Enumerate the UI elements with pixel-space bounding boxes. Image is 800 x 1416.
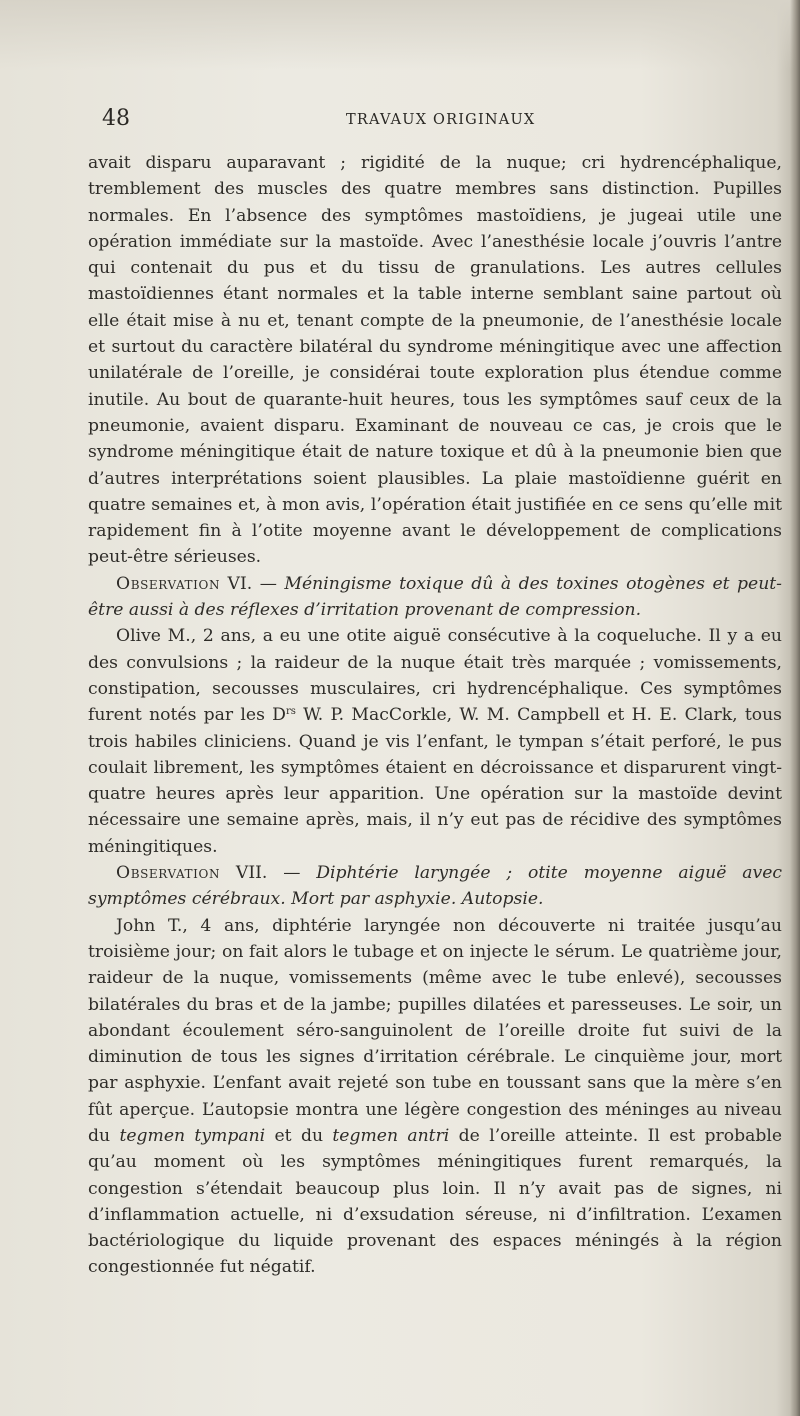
running-head [96,104,786,138]
running-title: TRAVAUX ORIGINAUX [346,112,536,128]
paragraph-case-olive [88,623,782,860]
latin-term: tegmen tympani [119,1125,266,1146]
observation-title: Méningisme toxique dû à des toxines otogènes et peut-être aussi à des réflexes d’irritation provenant de compression. [88,573,782,621]
case-text-part: Olive M., 2 ans, a eu une otite aiguë consécutive à la coqueluche. Il y a eu des convulsions ; la raideur de la nuque était très marquée ; vomissements, constipation, secousses musculaires, cri hydrencéphalique. Ces symptômes furent notés par les D [88,626,782,726]
paragraph-continuation: avait disparu auparavant ; rigidité de la nuque; cri hydrencéphalique, tremblement des muscles des quatre membres sans distinction. Pupilles normales. En l’absence des symptômes mastoïdiens, je jugeai utile une opération immédiate sur la mastoïde. Avec l’anesthésie locale j’ouvris l’antre qui contenait du pus et du tissu de granulations. Les autres cellules mastoïdiennes étant normales et la table interne semblant saine partout où elle était mise à nu et, tenant compte de la pneumonie, de l’anesthésie locale et surtout du caractère bilatéral du syndrome méningitique avec une affection unilatérale de l’oreille, je considérai toute exploration plus étendue comme inutile. Au bout de quarante-huit heures, tous les symptômes sauf ceux de la pneumonie, avaient disparu. Examinant de nouveau ce cas, je crois que le syndrome méningitique était de nature toxique et dû à la pneumonie bien que d’autres interprétations soient plausibles. La plaie mastoïdienne guérit en quatre semaines et, à mon avis, l’opération était justifiée en ce sens qu’elle mit rapidement fin à l’otite moyenne avant le développement de complications peut-être sérieuses. [88,153,782,568]
case-text-part: W. P. MacCorkle, W. M. Campbell et H. E. Clark, tous trois habiles cliniciens. Quand je vis l’enfant, le tympan s’était perforé, le pus coulait librement, les symptômes étaient en décroissance et disparurent vingt-quatre heures après leur apparition. Une opération sur la mastoïde devint nécessaire une semaine après, mais, il n’y eut pas de récidive des symptômes méningitiques. [88,705,782,857]
latin-term: tegmen antri [332,1125,450,1146]
observation-6-heading [88,571,782,624]
observation-label: Observation [116,573,221,594]
case-text-part: de l’oreille atteinte. Il est probable qu’au moment où les symptômes méningitiques furent remarqués, la congestion s’étendait beaucoup plus loin. Il n’y avait pas de signes, ni d’inflammation actuelle, ni d’exsudation séreuse, ni d’infiltration. L’examen bactériologique du liquide provenant des espaces méningés à la région congestionnée fut négatif. [88,1125,782,1278]
paragraph-case-john [88,913,782,1281]
observation-7-heading [88,860,782,913]
page-edge-shadow [790,0,800,1416]
superscript: rs [285,706,296,718]
case-text-part: et du [265,1125,333,1146]
observation-label: Observation [116,863,221,884]
page-number: 48 [102,106,130,131]
case-text-part: John T., 4 ans, diphtérie laryngée non découverte ni traitée jusqu’au troisième jour; on fait alors le tubage et on injecte le sérum. Le quatrième jour, raideur de la nuque, vomissements (même avec le tube enlevé), secousses bilatérales du bras et de la jambe; pupilles dilatées et paresseuses. Le soir, un abondant écoulement séro-sanguinolent de l’oreille droite fut suivi de la diminution de tous les signes d’irritation cérébrale. Le cinquième jour, mort par asphyxie. L’enfant avait rejeté son tube en toussant sans que la mère s’en fût aperçue. L’autopsie montra une légère congestion des méninges au niveau du [88,915,782,1146]
body-text [88,150,782,1281]
observation-number: VI. — [227,573,277,594]
observation-number: VII. — [235,863,301,884]
observation-title: Diphtérie laryngée ; otite moyenne aiguë avec symptômes cérébraux. Mort par asphyxie. Autopsie. [88,863,782,910]
page-top-shadow [0,0,800,70]
